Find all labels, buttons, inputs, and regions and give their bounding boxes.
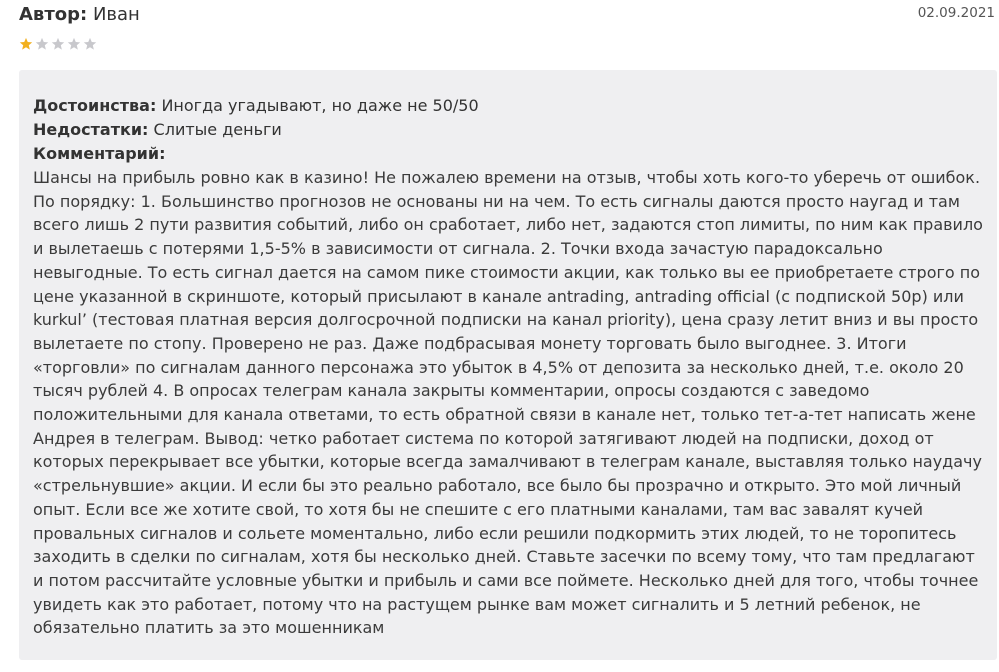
cons-label: Недостатки: <box>33 120 149 139</box>
cons-text: Слитые деньги <box>153 120 282 139</box>
star-rating <box>19 37 97 51</box>
author-name: Иван <box>92 4 140 25</box>
author-label: Автор: <box>19 4 88 25</box>
star-empty-icon <box>51 37 65 51</box>
review-author <box>19 4 140 26</box>
star-filled-icon <box>19 37 33 51</box>
review-date: 02.09.2021 <box>917 5 995 21</box>
star-empty-icon <box>35 37 49 51</box>
cons-row <box>33 118 983 142</box>
star-empty-icon <box>83 37 97 51</box>
pros-label: Достоинства: <box>33 96 157 115</box>
comment-text: Шансы на прибыль ровно как в казино! Не пожалею времени на отзыв, чтобы хоть кого-то уберечь от ошибок. По порядку: 1. Большинство прогнозов не основаны ни на чем. То есть сигналы даются просто наугад и там всего лишь 2 пути развития событий, либо он сработает, либо нет, задаются стоп лимиты, по ним как правило и вылетаешь с потерями 1,5-5% в зависимости от сигнала. 2. Точки входа зачастую парадоксально невыгодные. То есть сигнал дается на самом пике стоимости акции, как только вы ее приобретаете строго по цене указанной в скриншоте, который присылают в канале antrading, antrading official (с подпиской 50р) или kurkul’ (тестовая платная версия долгосрочной подписки на канал priority), цена сразу летит вниз и вы просто вылетаете по стопу. Проверено не раз. Даже подбрасывая монету торговать было выгоднее. 3. Итоги «торговли» по сигналам данного персонажа это убыток в 4,5% от депозита за несколько дней, т.е. около 20 тысяч рублей 4. В опросах телеграм канала закрыты комментарии, опросы создаются с заведомо положительными для канала ответами, то есть обратной связи в канале нет, только тет-а-тет написать жене Андрея в телеграм. Вывод: четко работает система по которой затягивают людей на подписки, доход от которых перекрывает все убытки, которые всегда замалчивают в телеграм канале, выставляя только наудачу «стрельнувшие» акции. И если бы это реально работало, все было бы прозрачно и открыто. Это мой личный опыт. Если все же хотите свой, то хотя бы не спешите с его платными каналами, там вас завалят кучей провальных сигналов и сольете моментально, либо если решили подкормить этих людей, то не торопитесь заходить в сделки по сигналам, хотя бы несколько дней. Ставьте засечки по всему тому, что там предлагают и потом рассчитайте условные убытки и прибыль и сами все поймете. Несколько дней для того, чтобы точнее увидеть как это работает, потому что на растущем рынке вам может сигналить и 5 летний ребенок, не обязательно платить за это мошенникам <box>33 168 983 638</box>
star-empty-icon <box>67 37 81 51</box>
review-card <box>19 70 997 660</box>
pros-text: Иногда угадывают, но даже не 50/50 <box>161 96 479 115</box>
pros-row <box>33 94 983 118</box>
comment-label: Комментарий: <box>33 144 166 163</box>
